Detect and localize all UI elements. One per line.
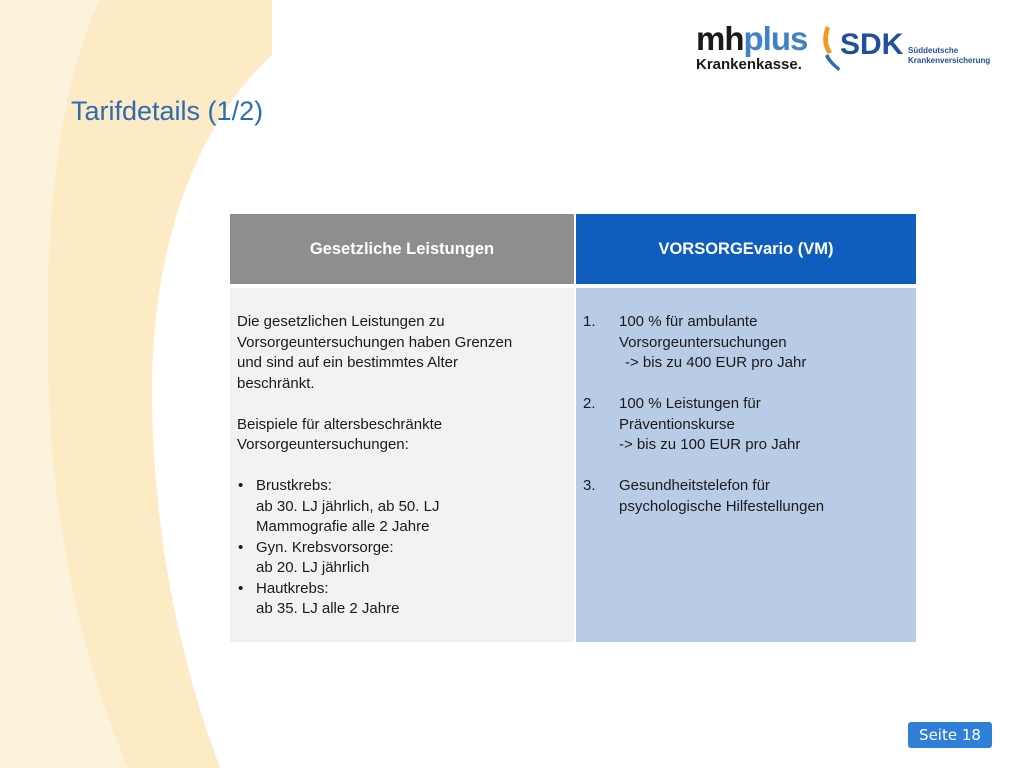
tariff-table (230, 214, 916, 642)
examples-list (237, 476, 568, 620)
sdk-logo (818, 24, 998, 72)
logo-mh-prefix: mh (696, 20, 744, 57)
item-number: 2. (583, 395, 596, 412)
vorsorgevario-cell (575, 286, 916, 642)
item-line: Vorsorgeuntersuchungen (619, 333, 787, 351)
header-vorsorgevario: VORSORGEvario (VM) (575, 214, 916, 286)
bullet-icon: • (238, 538, 244, 556)
bullet-icon: • (238, 579, 244, 597)
page-title: Tarifdetails (1/2) (71, 96, 264, 126)
sdk-logo-mark-icon (818, 24, 842, 72)
item-line: 100 % für ambulante (619, 313, 758, 330)
item-number: 3. (583, 477, 596, 494)
list-item (237, 538, 568, 579)
item-line: -> bis zu 100 EUR pro Jahr (619, 436, 801, 453)
logo-mh-suffix: plus (743, 20, 808, 57)
mhplus-logo (696, 22, 807, 73)
intro-text (237, 312, 568, 394)
item-line: psychologische Hilfestellungen (619, 497, 825, 515)
examples-line: Beispiele für altersbeschränkte (237, 415, 443, 433)
table-header-row (230, 214, 916, 286)
list-item (583, 312, 910, 374)
header-statutory: Gesetzliche Leistungen (230, 214, 575, 286)
list-item (237, 579, 568, 620)
item-number: 1. (583, 313, 596, 330)
bullet-icon: • (238, 477, 244, 494)
intro-line: Die gesetzlichen Leistungen zu (237, 313, 445, 330)
logo-sdk-sub-1: Süddeutsche (908, 46, 959, 55)
table-body-row (230, 286, 916, 642)
bullet-detail: ab 30. LJ jährlich, ab 50. LJ (256, 497, 440, 515)
bullet-detail: ab 35. LJ alle 2 Jahre (256, 600, 400, 617)
item-line: Präventionskurse (619, 415, 735, 433)
statutory-cell (230, 286, 575, 642)
intro-line: Vorsorgeuntersuchungen haben Grenzen (237, 333, 513, 351)
examples-text (237, 415, 568, 456)
list-item (583, 476, 910, 517)
logo-sdk-sub-2: Krankenversicherung (908, 56, 991, 65)
bullet-label: Hautkrebs: (256, 579, 329, 597)
item-line: -> bis zu 400 EUR pro Jahr (625, 354, 807, 371)
page-number-badge: Seite 18 (908, 722, 992, 748)
intro-line: beschränkt. (237, 374, 315, 392)
benefits-list (583, 312, 910, 517)
bullet-detail: ab 20. LJ jährlich (256, 559, 370, 576)
list-item (237, 476, 568, 538)
item-line: 100 % Leistungen für (619, 395, 761, 412)
bullet-detail: Mammografie alle 2 Jahre (256, 518, 430, 535)
bullet-label: Gyn. Krebsvorsorge: (256, 538, 394, 556)
item-line: Gesundheitstelefon für (619, 477, 770, 494)
intro-line: und sind auf ein bestimmtes Alter (237, 354, 458, 371)
examples-line: Vorsorgeuntersuchungen: (237, 436, 409, 453)
list-item (583, 394, 910, 456)
bullet-label: Brustkrebs: (256, 477, 332, 494)
logo-sdk-text: SDK (840, 28, 904, 61)
logo-mh-sub: Krankenkasse. (696, 56, 802, 73)
